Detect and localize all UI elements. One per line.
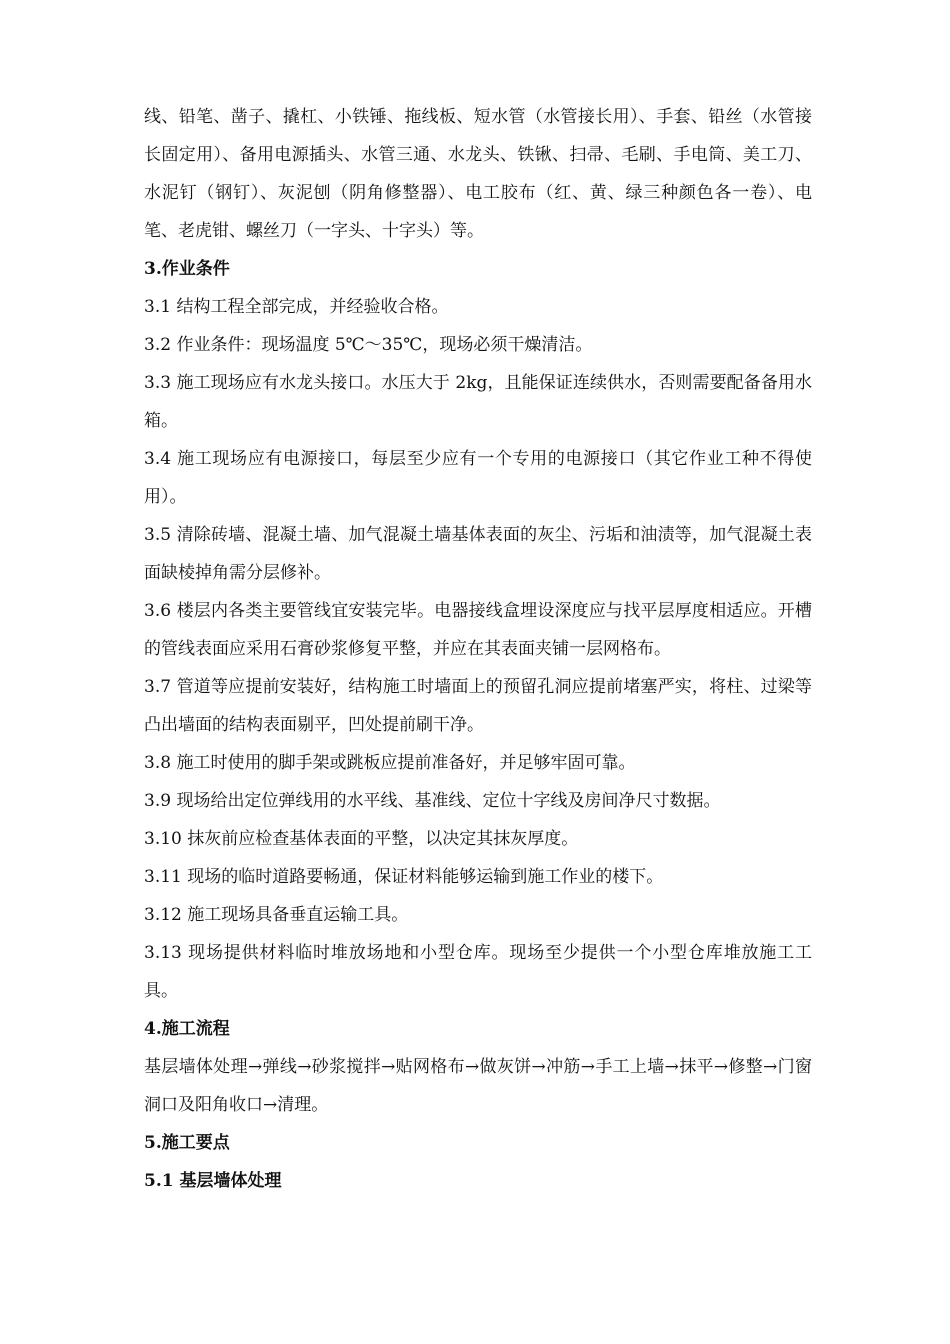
paragraph-3-5: 3.5 清除砖墙、混凝土墙、加气混凝土墙基体表面的灰尘、污垢和油渍等，加气混凝土表面缺棱掉角需分层修补。 [144, 525, 812, 583]
paragraph-3-9: 3.9 现场给出定位弹线用的水平线、基准线、定位十字线及房间净尺寸数据。 [144, 791, 721, 811]
paragraph-3-2: 3.2 作业条件：现场温度 5℃～35℃，现场必须干燥清洁。 [144, 335, 593, 355]
tools-list-paragraph: 线、铅笔、凿子、撬杠、小铁锤、拖线板、短水管（水管接长用）、手套、铅丝（水管接长固定用）、备用电源插头、水管三通、水龙头、铁锹、扫帚、毛刷、手电筒、美工刀、水泥钉（钢钉）、灰泥刨（阴角修整器）、电工胶布（红、黄、绿三种颜色各一卷）、电笔、老虎钳、螺丝刀（一字头、十字头）等。 [144, 107, 812, 241]
section-heading-4: 4.施工流程 [144, 1019, 230, 1039]
document-page [144, 98, 812, 1200]
paragraph-3-10: 3.10 抹灰前应检查基体表面的平整，以决定其抹灰厚度。 [144, 829, 579, 849]
process-flow-paragraph: 基层墙体处理→弹线→砂浆搅拌→贴网格布→做灰饼→冲筋→手工上墙→抹平→修整→门窗洞口及阳角收口→清理。 [144, 1057, 812, 1115]
paragraph-3-13: 3.13 现场提供材料临时堆放场地和小型仓库。现场至少提供一个小型仓库堆放施工工具。 [144, 943, 812, 1001]
subsection-heading-5-1: 5.1 基层墙体处理 [144, 1171, 282, 1191]
paragraph-3-7: 3.7 管道等应提前安装好，结构施工时墙面上的预留孔洞应提前堵塞严实，将柱、过梁等凸出墙面的结构表面剔平，凹处提前刷干净。 [144, 677, 812, 735]
paragraph-3-1: 3.1 结构工程全部完成，并经验收合格。 [144, 297, 449, 317]
paragraph-3-3: 3.3 施工现场应有水龙头接口。水压大于 2kg，且能保证连续供水，否则需要配备备用水箱。 [144, 373, 812, 431]
paragraph-3-12: 3.12 施工现场具备垂直运输工具。 [144, 905, 409, 925]
paragraph-3-11: 3.11 现场的临时道路要畅通，保证材料能够运输到施工作业的楼下。 [144, 867, 664, 887]
section-heading-5: 5.施工要点 [144, 1133, 230, 1153]
paragraph-3-4: 3.4 施工现场应有电源接口，每层至少应有一个专用的电源接口（其它作业工种不得使用）。 [144, 449, 812, 507]
section-heading-3: 3.作业条件 [144, 259, 230, 279]
paragraph-3-8: 3.8 施工时使用的脚手架或跳板应提前准备好，并足够牢固可靠。 [144, 753, 636, 773]
paragraph-3-6: 3.6 楼层内各类主要管线宜安装完毕。电器接线盒埋设深度应与找平层厚度相适应。开槽的管线表面应采用石膏砂浆修复平整，并应在其表面夹铺一层网格布。 [144, 601, 812, 659]
